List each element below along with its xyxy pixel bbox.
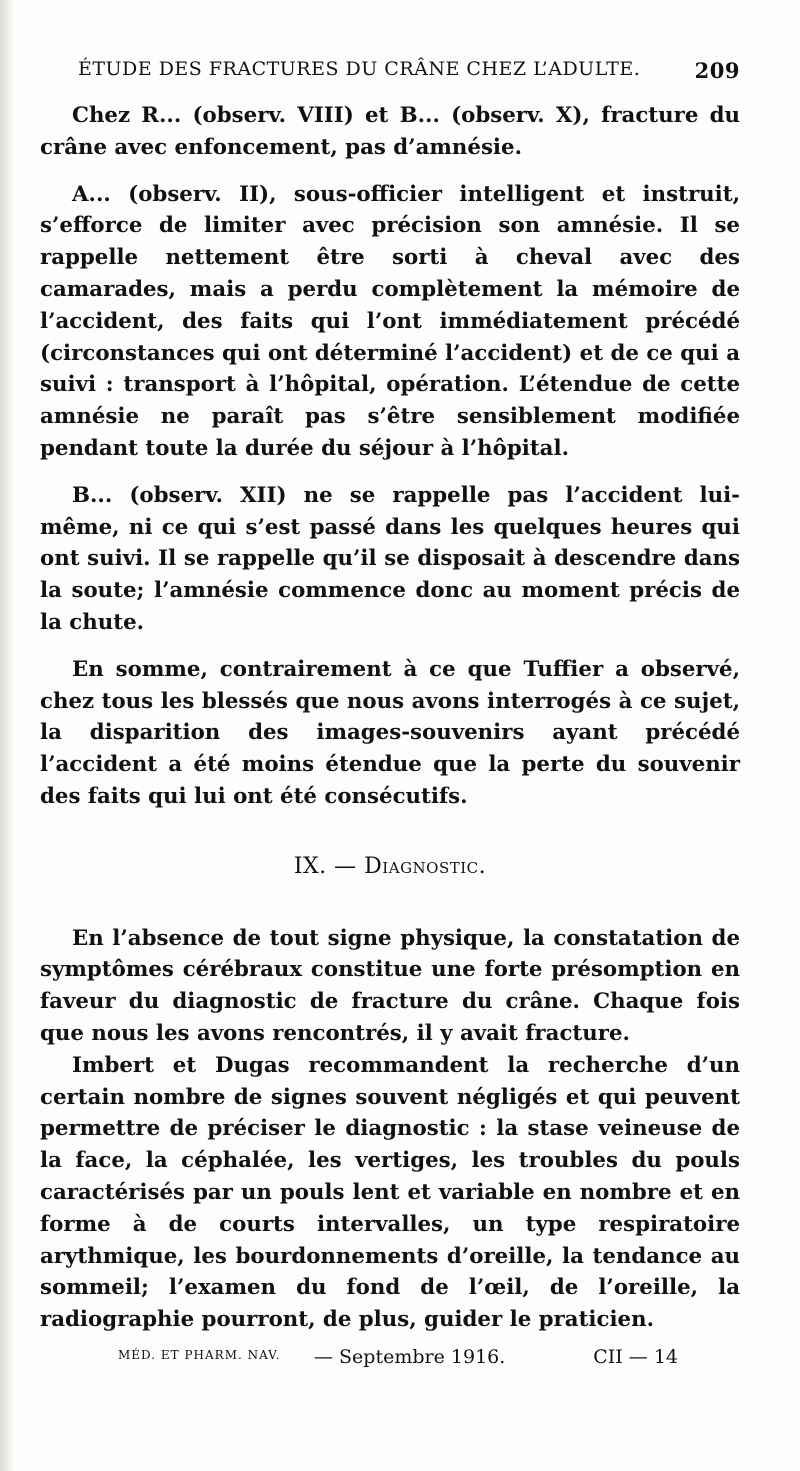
page-edge-shadow <box>0 0 14 1471</box>
paragraph-diagnostic-signs: Imbert et Dugas recommandent la recherche d’un certain nombre de signes souvent négligés et qui peuvent permettre de préciser le diagnostic : la stase veineuse de la face, la céphalée, les vertiges, les troubles du pouls caractérisés par un pouls lent et variable en nombre et en forme à de courts intervalles, un type respiratoire arythmique, les bourdonnements d’oreille, la tendance au sommeil; l’examen du fond de l’œil, de l’oreille, la radiographie pourront, de plus, guider le praticien. <box>40 1052 740 1333</box>
running-title: ÉTUDE DES FRACTURES DU CRÂNE CHEZ L’ADULTE. <box>78 58 641 80</box>
running-header <box>78 58 740 88</box>
page-number: 209 <box>694 58 740 83</box>
footer-journal: MÉD. ET PHARM. NAV. <box>118 1348 281 1362</box>
footer-date: — Septembre 1916. <box>314 1346 506 1368</box>
section-heading <box>40 851 740 883</box>
page-footer <box>118 1346 678 1376</box>
paragraph-diagnostic-intro: En l’absence de tout signe physique, la constatation de symptômes cérébraux constitue une forte présomption en faveur du diagnostic de fracture du crâne. Chaque fois que nous les avons rencontrés, il y avait fracture. <box>40 925 740 1046</box>
footer-signature-mark: CII — 14 <box>593 1346 678 1368</box>
section-number: IX. — <box>293 853 357 879</box>
paragraph-observation-a: A... (observ. II), sous-officier intelligent et instruit, s’efforce de limiter avec précision son amnésie. Il se rappelle nettement être sorti à cheval avec des camarades, mais a perdu complètement la mémoire de l’accident, des faits qui l’ont immédiatement précédé (circonstances qui ont déterminé l’accident) et de ce qui a suivi : transport à l’hôpital, opération. L’étendue de cette amnésie ne paraît pas s’être sensiblement modifiée pendant toute la durée du séjour à l’hôpital. <box>40 181 740 461</box>
main-text <box>40 100 740 1336</box>
paragraph-summary: En somme, contrairement à ce que Tuffier a observé, chez tous les blessés que nous avons interrogés à ce sujet, la disparition des images-souvenirs ayant précédé l’accident a été moins étendue que la perte du souvenir des faits qui lui ont été consécutifs. <box>40 656 740 809</box>
paragraph-observation-b-xii: B... (observ. XII) ne se rappelle pas l’accident lui-même, ni ce qui s’est passé dans les quelques heures qui ont suivi. Il se rappelle qu’il se disposait à descendre dans la soute; l’amnésie commence donc au moment précis de la chute. <box>40 482 740 635</box>
section-title: Diagnostic. <box>364 853 487 879</box>
paragraph-observations-r-b: Chez R... (observ. VIII) et B... (observ. X), fracture du crâne avec enfoncement, pas d’amnésie. <box>40 103 740 160</box>
